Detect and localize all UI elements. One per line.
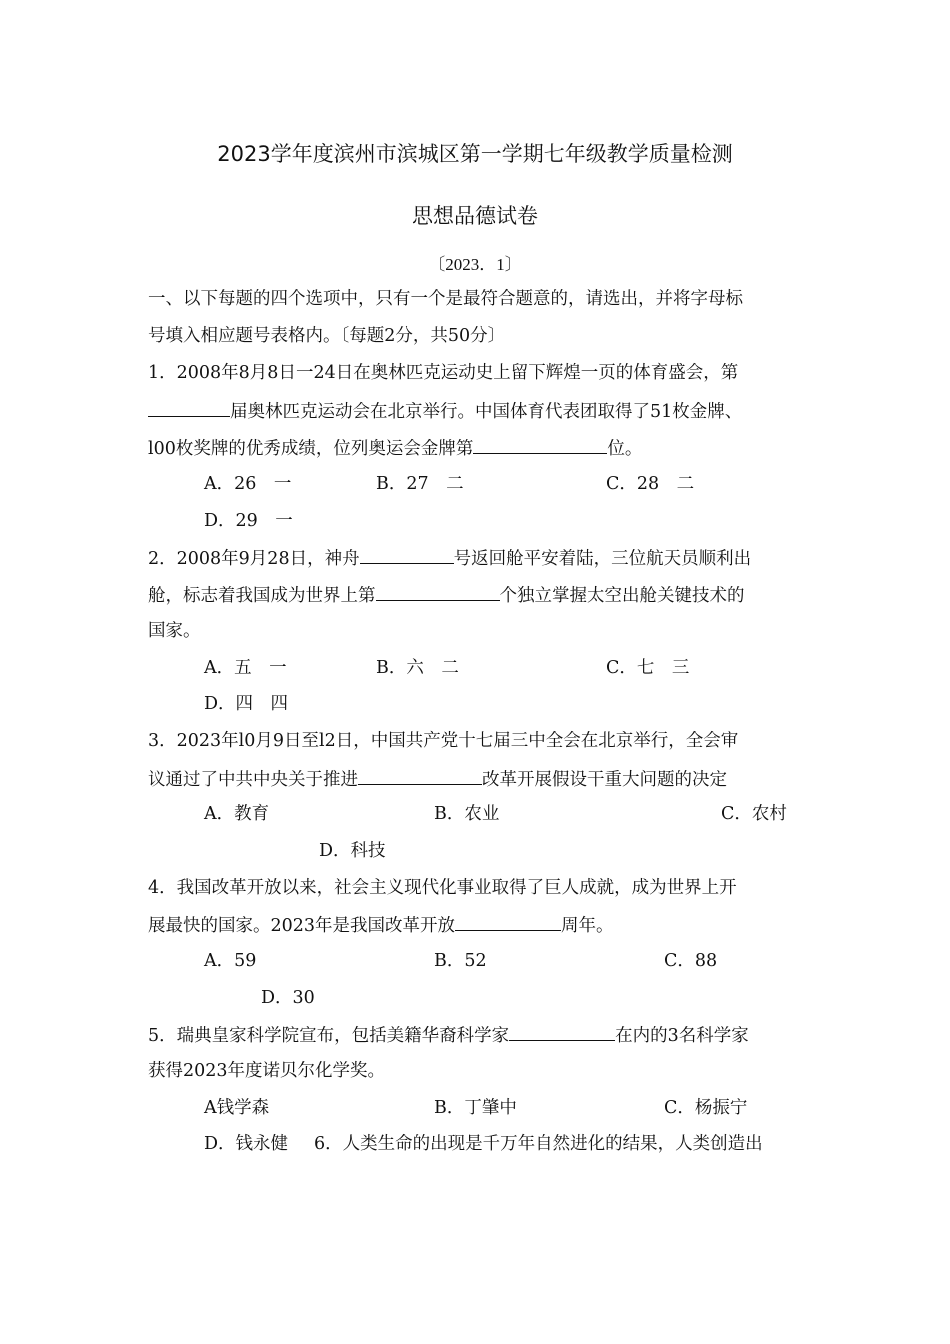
q4-option-a: A．59 [204, 951, 257, 971]
answer-blank [473, 435, 607, 454]
exam-title: 2023学年度滨州市滨城区第一学期七年级教学质量检测 [217, 142, 733, 166]
q4-option-b: B．52 [434, 951, 487, 971]
q5-line-2: 获得2023年度诺贝尔化学奖。 [148, 1061, 386, 1081]
q6-line-1: 6．人类生命的出现是千万年自然进化的结果，人类创造出 [314, 1134, 763, 1154]
q2-line-2: 舱，标志着我国成为世界上第 个独立掌握太空出舱关键技术的 [148, 582, 745, 608]
q1-option-d: D．29 一 [204, 511, 293, 531]
q4-option-d: D．30 [261, 988, 315, 1008]
q5-option-c: C．杨振宁 [664, 1098, 748, 1118]
q2-option-d: D．四 四 [204, 694, 289, 714]
q1-option-c: C．28 二 [606, 474, 695, 494]
q1-line-3: l00枚奖牌的优秀成绩，位列奥运会金牌第 位。 [148, 435, 642, 461]
q4-option-c: C．88 [664, 951, 718, 971]
answer-blank [509, 1022, 615, 1041]
exam-subtitle: 思想品德试卷 [412, 204, 538, 228]
q2-line-3: 国家。 [148, 621, 201, 641]
q1-line-1: 1．2008年8月8日一24日在奥林匹克运动史上留下辉煌一页的体育盛会，第 [148, 363, 739, 383]
q3-option-b: B．农业 [434, 804, 500, 824]
answer-blank [376, 582, 500, 601]
q1-option-b: B．27 二 [376, 474, 464, 494]
q4-line-1: 4．我国改革开放以来，社会主义现代化事业取得了巨人成就，成为世界上开 [148, 878, 737, 898]
answer-blank [455, 912, 561, 931]
q3-line-2: 议通过了中共中央关于推进 改革开展假设干重大问题的决定 [148, 766, 727, 792]
q3-option-c: C．农村 [721, 804, 787, 824]
q5-option-a: A钱学森 [204, 1098, 270, 1118]
q3-option-a: A．教育 [204, 804, 270, 824]
q2-option-b: B．六 二 [376, 658, 459, 678]
answer-blank [360, 545, 454, 564]
answer-blank [358, 766, 482, 785]
instructions-line-1: 一、以下每题的四个选项中，只有一个是最符合题意的，请选出，并将字母标 [148, 289, 743, 309]
q5-option-b: B．丁肇中 [434, 1098, 517, 1118]
q5-line-1: 5．瑞典皇家科学院宣布，包括美籍华裔科学家 在内的3名科学家 [148, 1022, 749, 1048]
q1-line-2: 届奥林匹克运动会在北京举行。中国体育代表团取得了51枚金牌、 [148, 398, 742, 424]
instructions-line-2: 号填入相应题号表格内。〔每题2分，共50分〕 [148, 326, 506, 346]
q2-option-c: C．七 三 [606, 658, 690, 678]
q4-line-2: 展最快的国家。2023年是我国改革开放 周年。 [148, 912, 614, 938]
q3-option-d: D．科技 [319, 841, 386, 861]
q2-option-a: A．五 一 [204, 658, 287, 678]
q2-line-1: 2．2008年9月28日，神舟 号返回舱平安着陆，三位航天员顺利出 [148, 545, 751, 571]
q3-line-1: 3．2023年l0月9日至l2日，中国共产党十七届三中全会在北京举行，全会审 [148, 731, 739, 751]
q5-option-d: D．钱永健 [204, 1134, 289, 1154]
answer-blank [148, 398, 230, 417]
exam-date: 〔2023．1〕 [428, 255, 522, 274]
q1-option-a: A．26 一 [204, 474, 292, 494]
